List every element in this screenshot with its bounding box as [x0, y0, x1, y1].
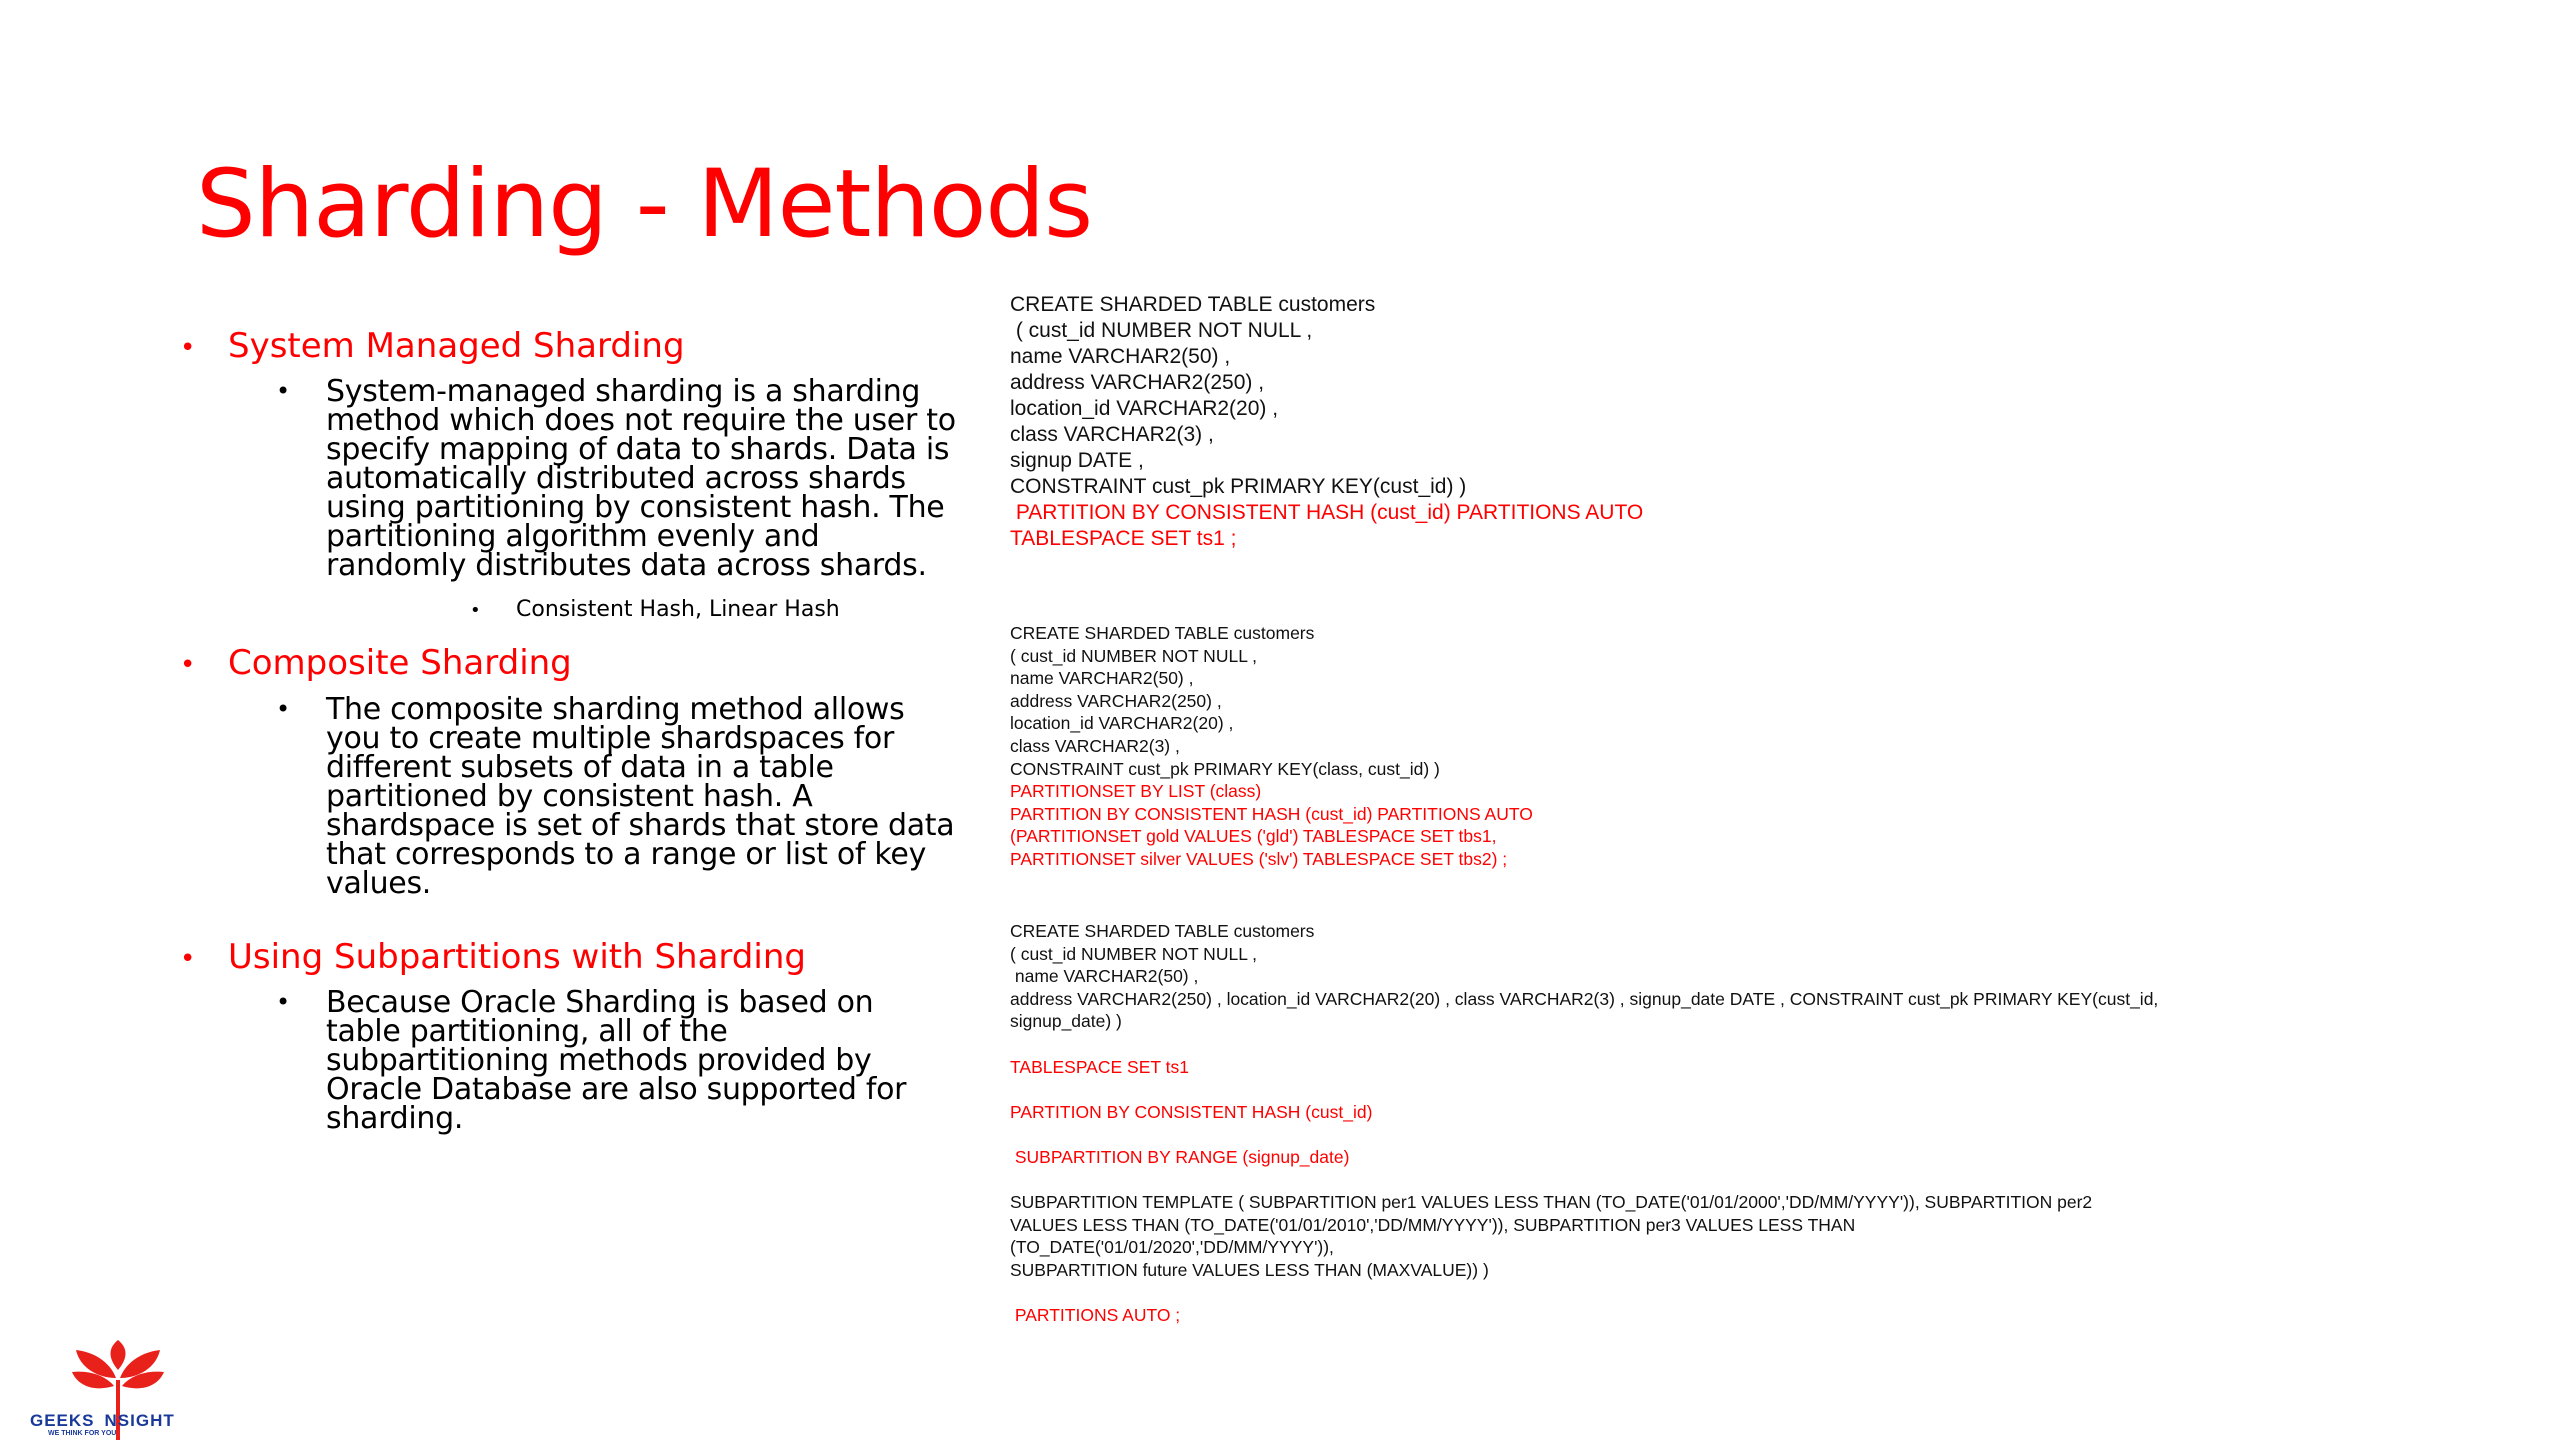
code-line: CREATE SHARDED TABLE customers: [1010, 293, 1376, 316]
body-text: Because Oracle Sharding is based on table partitioning, all of the subpartitioning methods provided by Oracle Database are also supported for sharding.: [326, 985, 907, 1136]
bullet-icon: •: [276, 988, 291, 1016]
heading-composite: [180, 643, 572, 683]
bullet-icon: •: [276, 695, 291, 723]
code-line: location_id VARCHAR2(20) ,: [1010, 713, 1234, 734]
heading-text: Using Subpartitions with Sharding: [228, 937, 806, 977]
body-text: System-managed sharding is a sharding method which does not require the user to specify mapping of data to shards. Data is automatically distributed across shards using partitioning by consistent hash. The partitioning algorithm evenly and randomly distributes data across shards.: [326, 374, 956, 583]
body-subpartitions: [276, 985, 956, 1136]
code-line: ( cust_id NUMBER NOT NULL ,: [1010, 645, 1257, 666]
code-line: ( cust_id NUMBER NOT NULL ,: [1010, 943, 1257, 964]
code-line: CREATE SHARDED TABLE customers: [1010, 921, 1315, 941]
code-line-highlight: PARTITIONSET BY LIST (class): [1010, 781, 1262, 802]
code-line-highlight: TABLESPACE SET ts1 ;: [1010, 527, 1237, 550]
code-line: location_id VARCHAR2(20) ,: [1010, 397, 1279, 420]
code-line-highlight: TABLESPACE SET ts1: [1010, 1056, 1189, 1077]
bullet-icon: •: [276, 377, 291, 405]
code-line-highlight: SUBPARTITION BY RANGE (signup_date): [1010, 1146, 1350, 1167]
slide-title: Sharding - Methods: [196, 150, 1093, 259]
code-line: ( cust_id NUMBER NOT NULL ,: [1010, 319, 1313, 342]
code-line-highlight: PARTITIONSET silver VALUES ('slv') TABLESPACE SET tbs2) ;: [1010, 848, 1508, 869]
code-line: (TO_DATE('01/01/2020','DD/MM/YYYY')),: [1010, 1237, 1334, 1258]
logo-wordmark: [30, 1411, 175, 1431]
heading-text: Composite Sharding: [228, 643, 572, 683]
bullet-icon: •: [180, 332, 196, 363]
code-line: signup_date) ): [1010, 1011, 1122, 1032]
code-line: address VARCHAR2(250) ,: [1010, 371, 1265, 394]
logo-text-right: NSIGHT: [104, 1411, 175, 1430]
code-line: SUBPARTITION TEMPLATE ( SUBPARTITION per1 VALUES LESS THAN (TO_DATE('01/01/2000','DD/MM/YYYY')), SUBPARTITION per2: [1010, 1192, 2093, 1213]
code-line: CONSTRAINT cust_pk PRIMARY KEY(cust_id) ): [1010, 475, 1467, 498]
code-line-highlight: PARTITION BY CONSISTENT HASH (cust_id) PARTITIONS AUTO: [1010, 803, 1533, 824]
code-line: address VARCHAR2(250) ,: [1010, 690, 1222, 711]
body-composite: [276, 692, 956, 901]
heading-text: System Managed Sharding: [228, 326, 685, 366]
code-line-highlight: (PARTITIONSET gold VALUES ('gld') TABLESPACE SET tbs1,: [1010, 826, 1497, 847]
logo-text-left: GEEKS: [30, 1411, 95, 1430]
code-line: class VARCHAR2(3) ,: [1010, 423, 1214, 446]
code-line: name VARCHAR2(50) ,: [1010, 345, 1231, 368]
code-line-highlight: PARTITIONS AUTO ;: [1010, 1305, 1181, 1326]
body-text: The composite sharding method allows you to create multiple shardspaces for different subsets of data in a table partitioned by consistent hash. A shardspace is set of shards that store data that corresponds to a range or list of key values.: [326, 692, 955, 901]
code-line: CONSTRAINT cust_pk PRIMARY KEY(class, cust_id) ): [1010, 758, 1440, 779]
code-line: SUBPARTITION future VALUES LESS THAN (MAXVALUE)) ): [1010, 1259, 1489, 1280]
body-system-managed: [276, 374, 956, 583]
code-line: VALUES LESS THAN (TO_DATE('01/01/2010','DD/MM/YYYY')), SUBPARTITION per3 VALUES LESS THAN: [1010, 1214, 1856, 1235]
logo-tagline: WE THINK FOR YOU: [48, 1430, 117, 1437]
heading-subpartitions: [180, 937, 806, 977]
sub-bullet-hash-types: [470, 597, 840, 622]
code-line-highlight: PARTITION BY CONSISTENT HASH (cust_id) PARTITIONS AUTO: [1010, 501, 1644, 524]
bullet-icon: •: [470, 600, 481, 621]
bullet-icon: •: [180, 649, 196, 680]
sub-bullet-text: Consistent Hash, Linear Hash: [516, 597, 840, 622]
code-line: signup DATE ,: [1010, 449, 1144, 472]
code-line: class VARCHAR2(3) ,: [1010, 735, 1180, 756]
code-line: address VARCHAR2(250) , location_id VARCHAR2(20) , class VARCHAR2(3) , signup_date DATE , CONSTRAINT cust_pk PRIMARY KEY(cust_id,: [1010, 988, 2159, 1009]
bullet-icon: •: [180, 943, 196, 974]
code-line: name VARCHAR2(50) ,: [1010, 966, 1199, 987]
code-line-highlight: PARTITION BY CONSISTENT HASH (cust_id): [1010, 1101, 1373, 1122]
code-block-subpartitions: [1010, 920, 2158, 1327]
code-block-system-managed: [1010, 292, 1643, 552]
code-line: CREATE SHARDED TABLE customers: [1010, 623, 1315, 643]
heading-system-managed: [180, 326, 685, 366]
code-line: name VARCHAR2(50) ,: [1010, 668, 1194, 689]
code-block-composite: [1010, 622, 1533, 871]
